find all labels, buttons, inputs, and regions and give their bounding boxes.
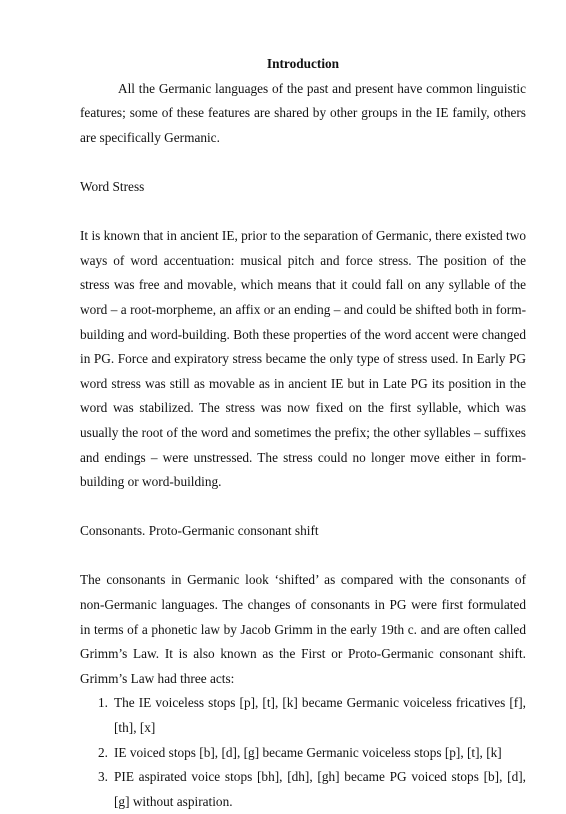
list-item	[80, 691, 526, 740]
list-item-text: The IE voiceless stops [p], [t], [k] became Germanic voiceless fricatives [f], [th], [x]	[114, 695, 526, 736]
list-item-number: 2.	[98, 744, 108, 760]
list-item-number: 3.	[98, 769, 108, 785]
section-heading-consonants: Consonants. Proto-Germanic consonant shift	[80, 523, 319, 539]
consonants-paragraph: The consonants in Germanic look ‘shifted’ as compared with the consonants of non-Germanic languages. The changes of consonants in PG were first formulated in terms of a phonetic law by Jacob Grimm in the early 19th c. and are often called Grimm’s Law. It is also known as the First or Proto-Germanic consonant shift. Grimm’s Law had three acts:	[80, 572, 526, 686]
spacer	[80, 150, 526, 175]
list-item-text: PIE aspirated voice stops [bh], [dh], [gh] became PG voiced stops [b], [d], [g] without aspiration.	[114, 769, 526, 809]
page-title: Introduction	[266, 56, 340, 71]
list-item-number: 1.	[98, 695, 108, 711]
spacer	[80, 495, 526, 520]
document-page	[80, 52, 526, 814]
spacer	[80, 544, 526, 569]
list-item	[80, 741, 526, 766]
word-stress-paragraph: It is known that in ancient IE, prior to the separation of Germanic, there existed two ways of word accentuation: musical pitch and force stress. The position of the stress was free and movable, which means that it could fall on any syllable of the word – a root-morpheme, an affix or an ending – and could be shifted both in form-building and word-building. Both these properties of the word accent were changed in PG. Force and expiratory stress became the only type of stress used. In Early PG word stress was still as movable as in ancient IE but in Late PG its position in the word was stabilized. The stress was now fixed on the first syllable, which was usually the root of the word and sometimes the prefix; the other syllables – suffixes and endings – were unstressed. The stress could no longer move either in form-building or word-building.	[80, 228, 526, 490]
section-heading-word-stress: Word Stress	[80, 178, 145, 194]
list-item-text: IE voiced stops [b], [d], [g] became Germanic voiceless stops [p], [t], [k]	[114, 744, 502, 760]
spacer	[80, 200, 526, 225]
list-item	[80, 765, 526, 814]
grimms-law-acts-list	[80, 691, 526, 814]
intro-paragraph: All the Germanic languages of the past and present have common linguistic features; some of these features are shared by other groups in the IE family, others are specifically Germanic.	[80, 80, 526, 145]
